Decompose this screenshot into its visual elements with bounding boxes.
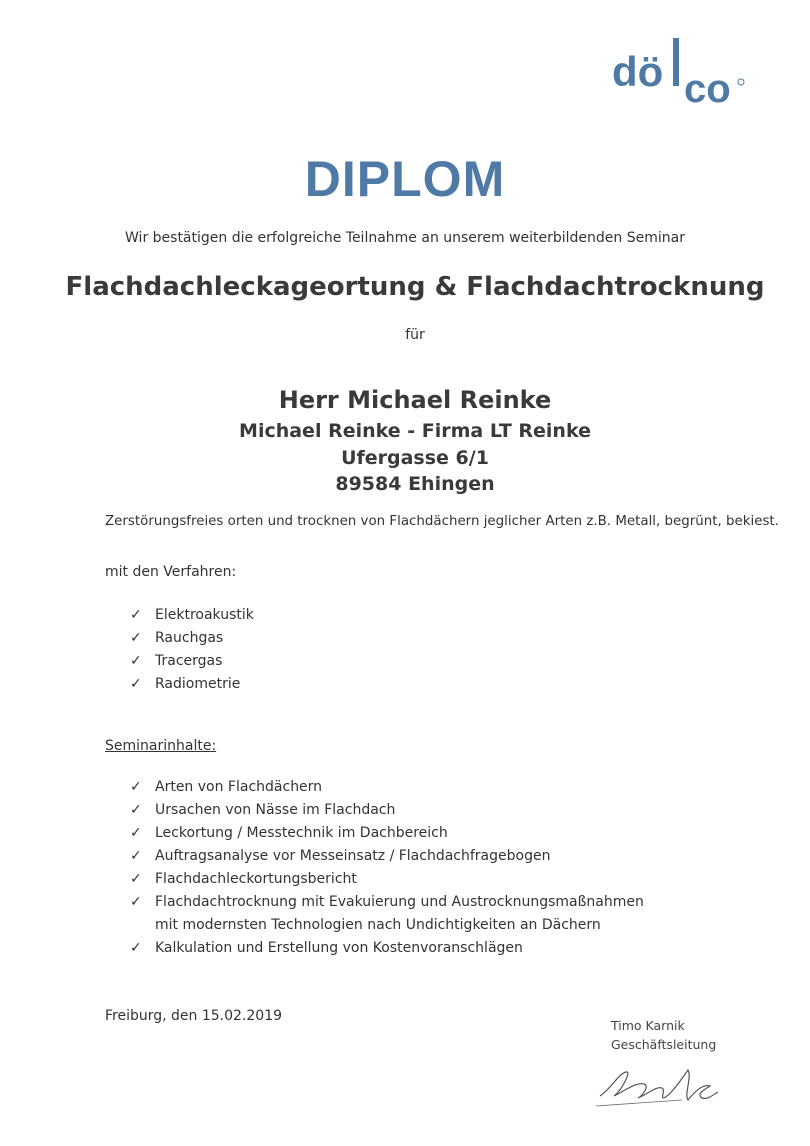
diploma-title: DIPLOM [304,151,506,207]
contents-heading: Seminarinhalte: [105,738,217,754]
logo-graphic [604,36,754,116]
method-label: Tracergas [155,653,223,669]
list-item [130,776,645,799]
checkmark-icon: ✓ [130,676,142,692]
content-label: Flachdachleckortungsbericht [155,871,357,887]
seminar-title: Flachdachleckageortung & Flachdachtrocknung [65,272,765,302]
list-item [130,629,254,652]
confirmation-text: Wir bestätigen die erfolgreiche Teilnahme an unserem weiterbildenden Seminar [125,230,685,246]
signature-graphic [592,1060,722,1110]
signer-name: Timo Karnik [611,1018,685,1033]
checkmark-icon: ✓ [130,940,142,956]
method-label: Radiometrie [155,676,241,692]
checkmark-icon: ✓ [130,607,142,623]
content-label: Auftragsanalyse vor Messeinsatz / Flachdachfragebogen [155,848,551,864]
list-item [130,845,645,868]
method-label: Elektroakustik [155,607,254,623]
list-item [130,822,645,845]
signature [592,1060,722,1110]
checkmark-icon: ✓ [130,825,142,841]
list-item [130,868,645,891]
content-label: Kalkulation und Erstellung von Kostenvoranschlägen [155,940,523,956]
list-item [130,652,254,675]
svg-text:dö: dö [612,48,664,95]
checkmark-icon: ✓ [130,630,142,646]
recipient-name: Herr Michael Reinke [278,386,552,414]
checkmark-icon: ✓ [130,802,142,818]
list-item [130,891,645,937]
recipient-company: Michael Reinke - Firma LT Reinke [239,420,591,442]
place-date: Freiburg, den 15.02.2019 [105,1008,283,1024]
methods-label: mit den Verfahren: [105,564,237,580]
content-label: Arten von Flachdächern [155,779,323,795]
svg-text:co: co [684,67,731,111]
recipient-street: Ufergasse 6/1 [341,447,489,469]
seminar-description: Zerstörungsfreies orten und trocknen von Flachdächern jeglicher Arten z.B. Metall, begrünt, bekiest. [105,514,779,529]
signer-role: Geschäftsleitung [611,1037,717,1052]
list-item [130,799,645,822]
checkmark-icon: ✓ [130,871,142,887]
list-item [130,606,254,629]
doelco-logo [604,36,754,116]
signer-block [611,1016,716,1054]
methods-list [130,606,254,698]
checkmark-icon: ✓ [130,848,142,864]
content-label: Leckortung / Messtechnik im Dachbereich [155,825,448,841]
content-label: Ursachen von Nässe im Flachdach [155,802,396,818]
contents-list [130,776,645,960]
list-item [130,937,645,960]
content-label: Flachdachtrocknung mit Evakuierung und Austrocknungsmaßnahmen mit modernsten Technologien nach Undichtigkeiten an Dächern [155,894,644,933]
checkmark-icon: ✓ [130,653,142,669]
method-label: Rauchgas [155,630,224,646]
recipient-city: 89584 Ehingen [335,473,495,495]
list-item [130,675,254,698]
for-label: für [405,327,425,343]
checkmark-icon: ✓ [130,779,142,795]
checkmark-icon: ✓ [130,894,142,910]
